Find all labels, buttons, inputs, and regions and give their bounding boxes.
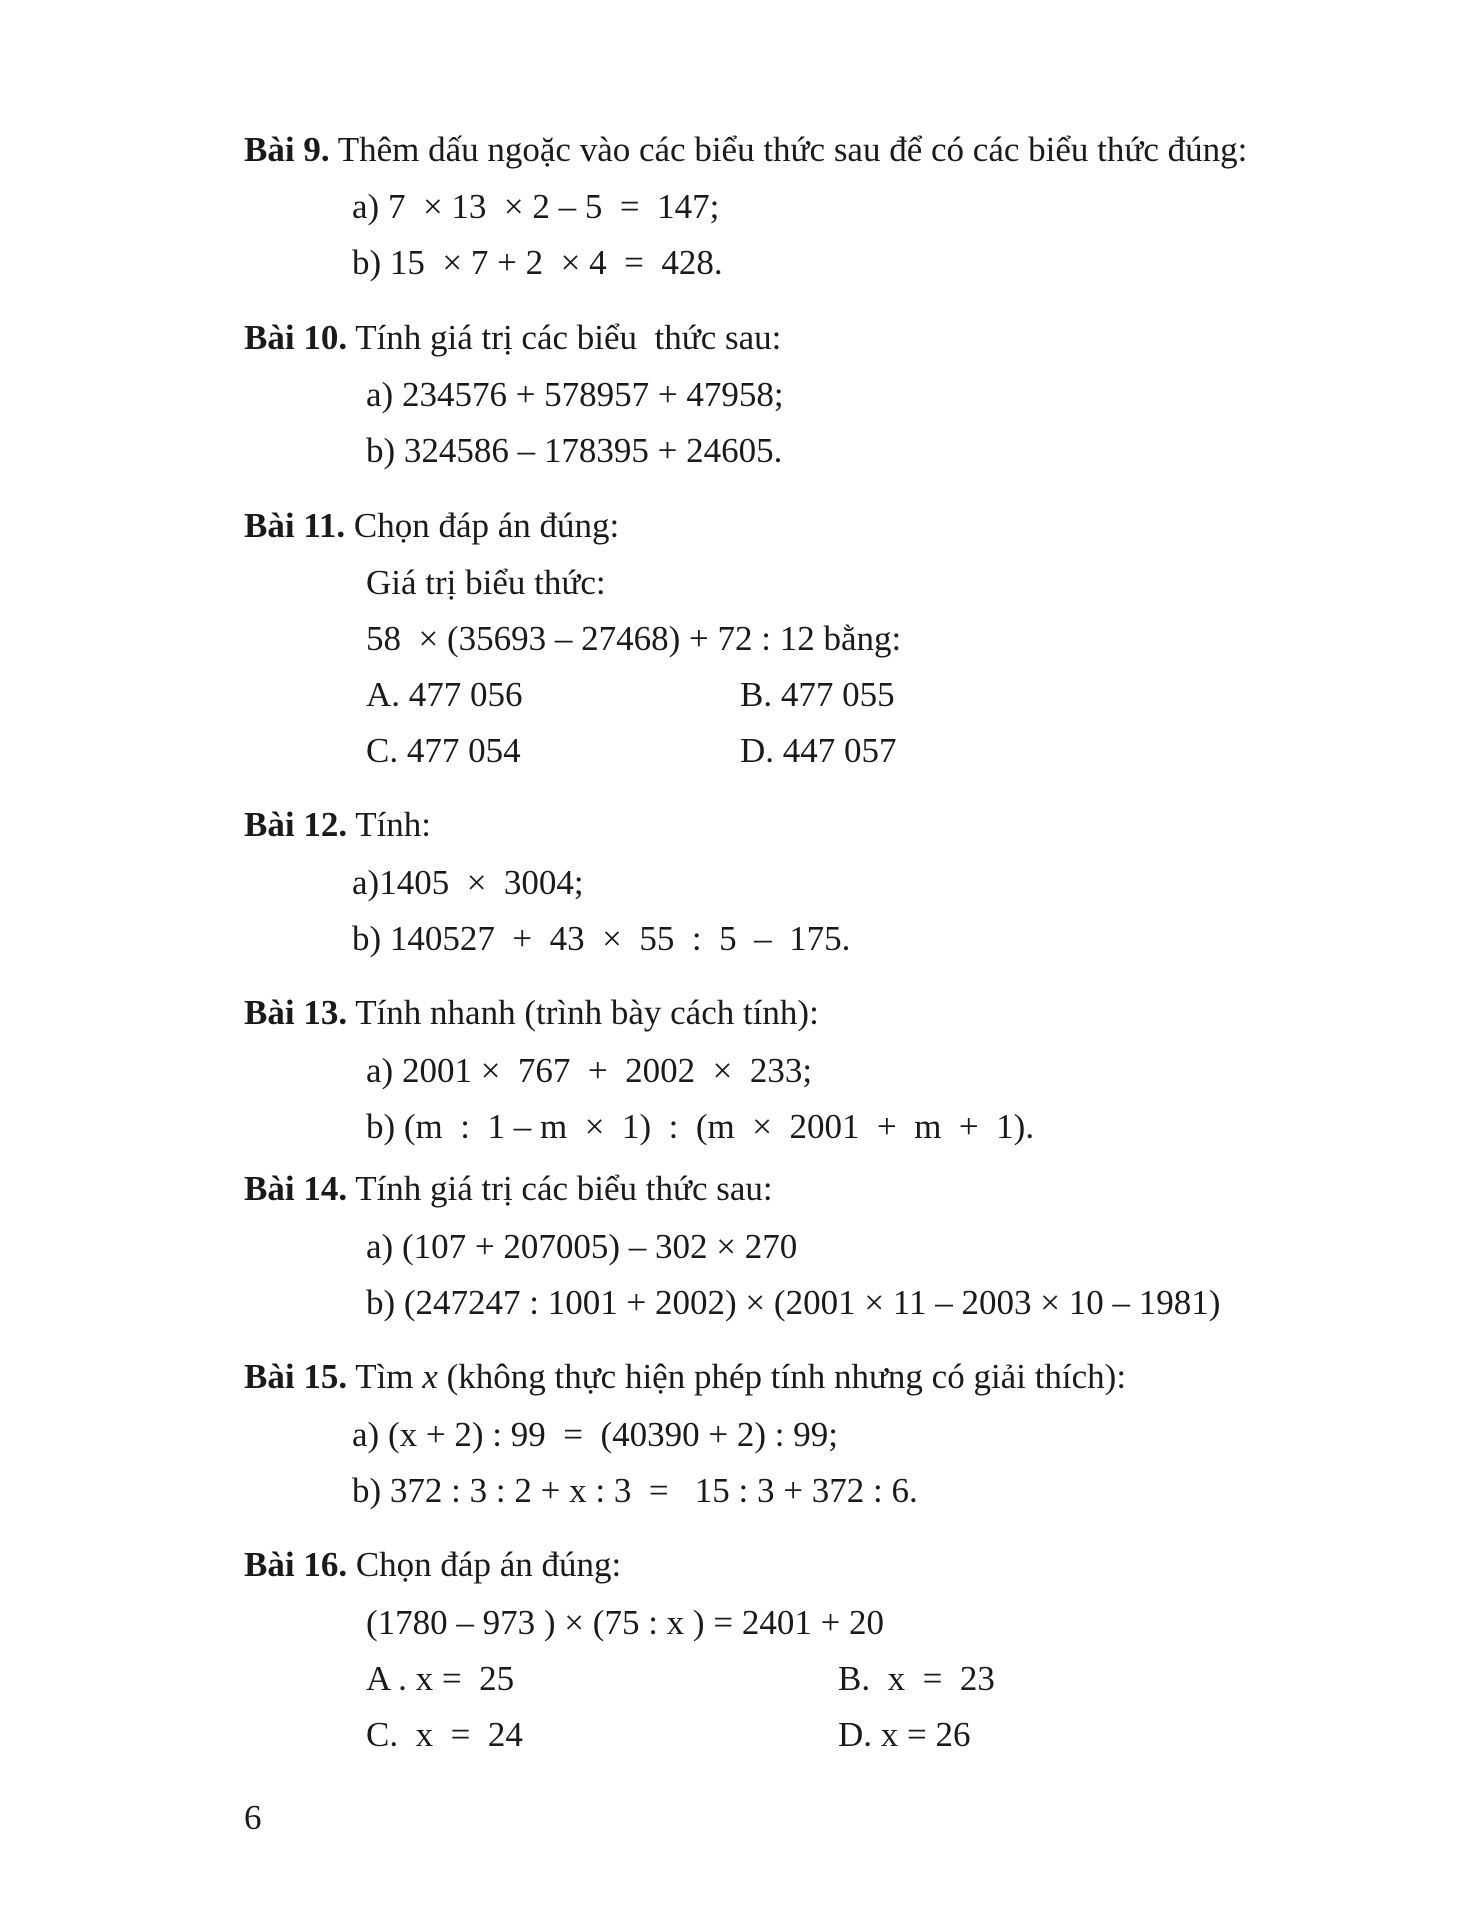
problem-9-label: Bài 9. [244, 130, 330, 169]
problem-14-part-a: a) (107 + 207005) – 302 × 270 [366, 1227, 798, 1266]
problem-12-heading [244, 803, 431, 847]
problem-16-prompt: Chọn đáp án đúng: [347, 1545, 622, 1584]
problem-13-part-a: a) 2001 × 767 + 2002 × 233; [366, 1051, 813, 1090]
problem-11-line-1: Giá trị biểu thức: [366, 563, 606, 602]
problem-9-part-a: a) 7 × 13 × 2 – 5 = 147; [352, 187, 720, 226]
problem-13-part-b: b) (m : 1 – m × 1) : (m × 2001 + m + 1). [366, 1107, 1035, 1146]
problem-11-expression: 58 × (35693 – 27468) + 72 : 12 bằng: [366, 619, 902, 658]
problem-16-equation: (1780 – 973 ) × (75 : x ) = 2401 + 20 [366, 1603, 885, 1642]
problem-11-label: Bài 11. [244, 506, 346, 545]
problem-16-option-a: A . x = 25 [366, 1659, 515, 1698]
problem-12-part-b: b) 140527 + 43 × 55 : 5 – 175. [352, 919, 851, 958]
problem-16-label: Bài 16. [244, 1545, 348, 1584]
problem-14-part-b: b) (247247 : 1001 + 2002) × (2001 × 11 – 2003 × 10 – 1981) [366, 1283, 1221, 1322]
problem-13-prompt: Tính nhanh (trình bày cách tính): [347, 993, 819, 1032]
problem-11-option-c: C. 477 054 [366, 731, 521, 770]
problem-14-prompt: Tính giá trị các biểu thức sau: [347, 1169, 773, 1208]
problem-10-part-b: b) 324586 – 178395 + 24605. [366, 431, 783, 470]
problem-11-option-a: A. 477 056 [366, 675, 523, 714]
problem-15-heading [244, 1355, 1126, 1399]
problem-15-label: Bài 15. [244, 1357, 348, 1396]
problem-13-heading [244, 991, 819, 1035]
problem-9-prompt: Thêm dấu ngoặc vào các biểu thức sau để có các biểu thức đúng: [329, 130, 1248, 169]
problem-14-heading [244, 1167, 773, 1211]
problem-10-label: Bài 10. [244, 318, 348, 357]
problem-11-option-b: B. 477 055 [740, 675, 895, 714]
problem-15-part-a: a) (x + 2) : 99 = (40390 + 2) : 99; [352, 1415, 838, 1454]
problem-9-part-b: b) 15 × 7 + 2 × 4 = 428. [352, 243, 723, 282]
problem-12-label: Bài 12. [244, 805, 348, 844]
problem-11-prompt: Chọn đáp án đúng: [345, 506, 620, 545]
problem-15-variable: x [422, 1357, 438, 1396]
problem-16-option-c: C. x = 24 [366, 1715, 523, 1754]
problem-16-heading [244, 1543, 621, 1587]
problem-12-part-a: a)1405 × 3004; [352, 863, 584, 902]
page-number: 6 [244, 1798, 262, 1837]
problem-15-prompt-post: (không thực hiện phép tính nhưng có giải thích): [437, 1357, 1127, 1396]
problem-14-label: Bài 14. [244, 1169, 348, 1208]
problem-15-part-b: b) 372 : 3 : 2 + x : 3 = 15 : 3 + 372 : 6. [352, 1471, 918, 1510]
problem-11-heading [244, 504, 619, 548]
problem-15-prompt-pre: Tìm [347, 1357, 423, 1396]
problem-10-heading [244, 316, 781, 360]
problem-10-part-a: a) 234576 + 578957 + 47958; [366, 375, 784, 414]
problem-12-prompt: Tính: [347, 805, 432, 844]
problem-10-prompt: Tính giá trị các biểu thức sau: [347, 318, 782, 357]
problem-9-heading [244, 128, 1247, 172]
problem-16-option-d: D. x = 26 [838, 1715, 971, 1754]
problem-16-option-b: B. x = 23 [838, 1659, 995, 1698]
problem-11-option-d: D. 447 057 [740, 731, 897, 770]
problem-13-label: Bài 13. [244, 993, 348, 1032]
